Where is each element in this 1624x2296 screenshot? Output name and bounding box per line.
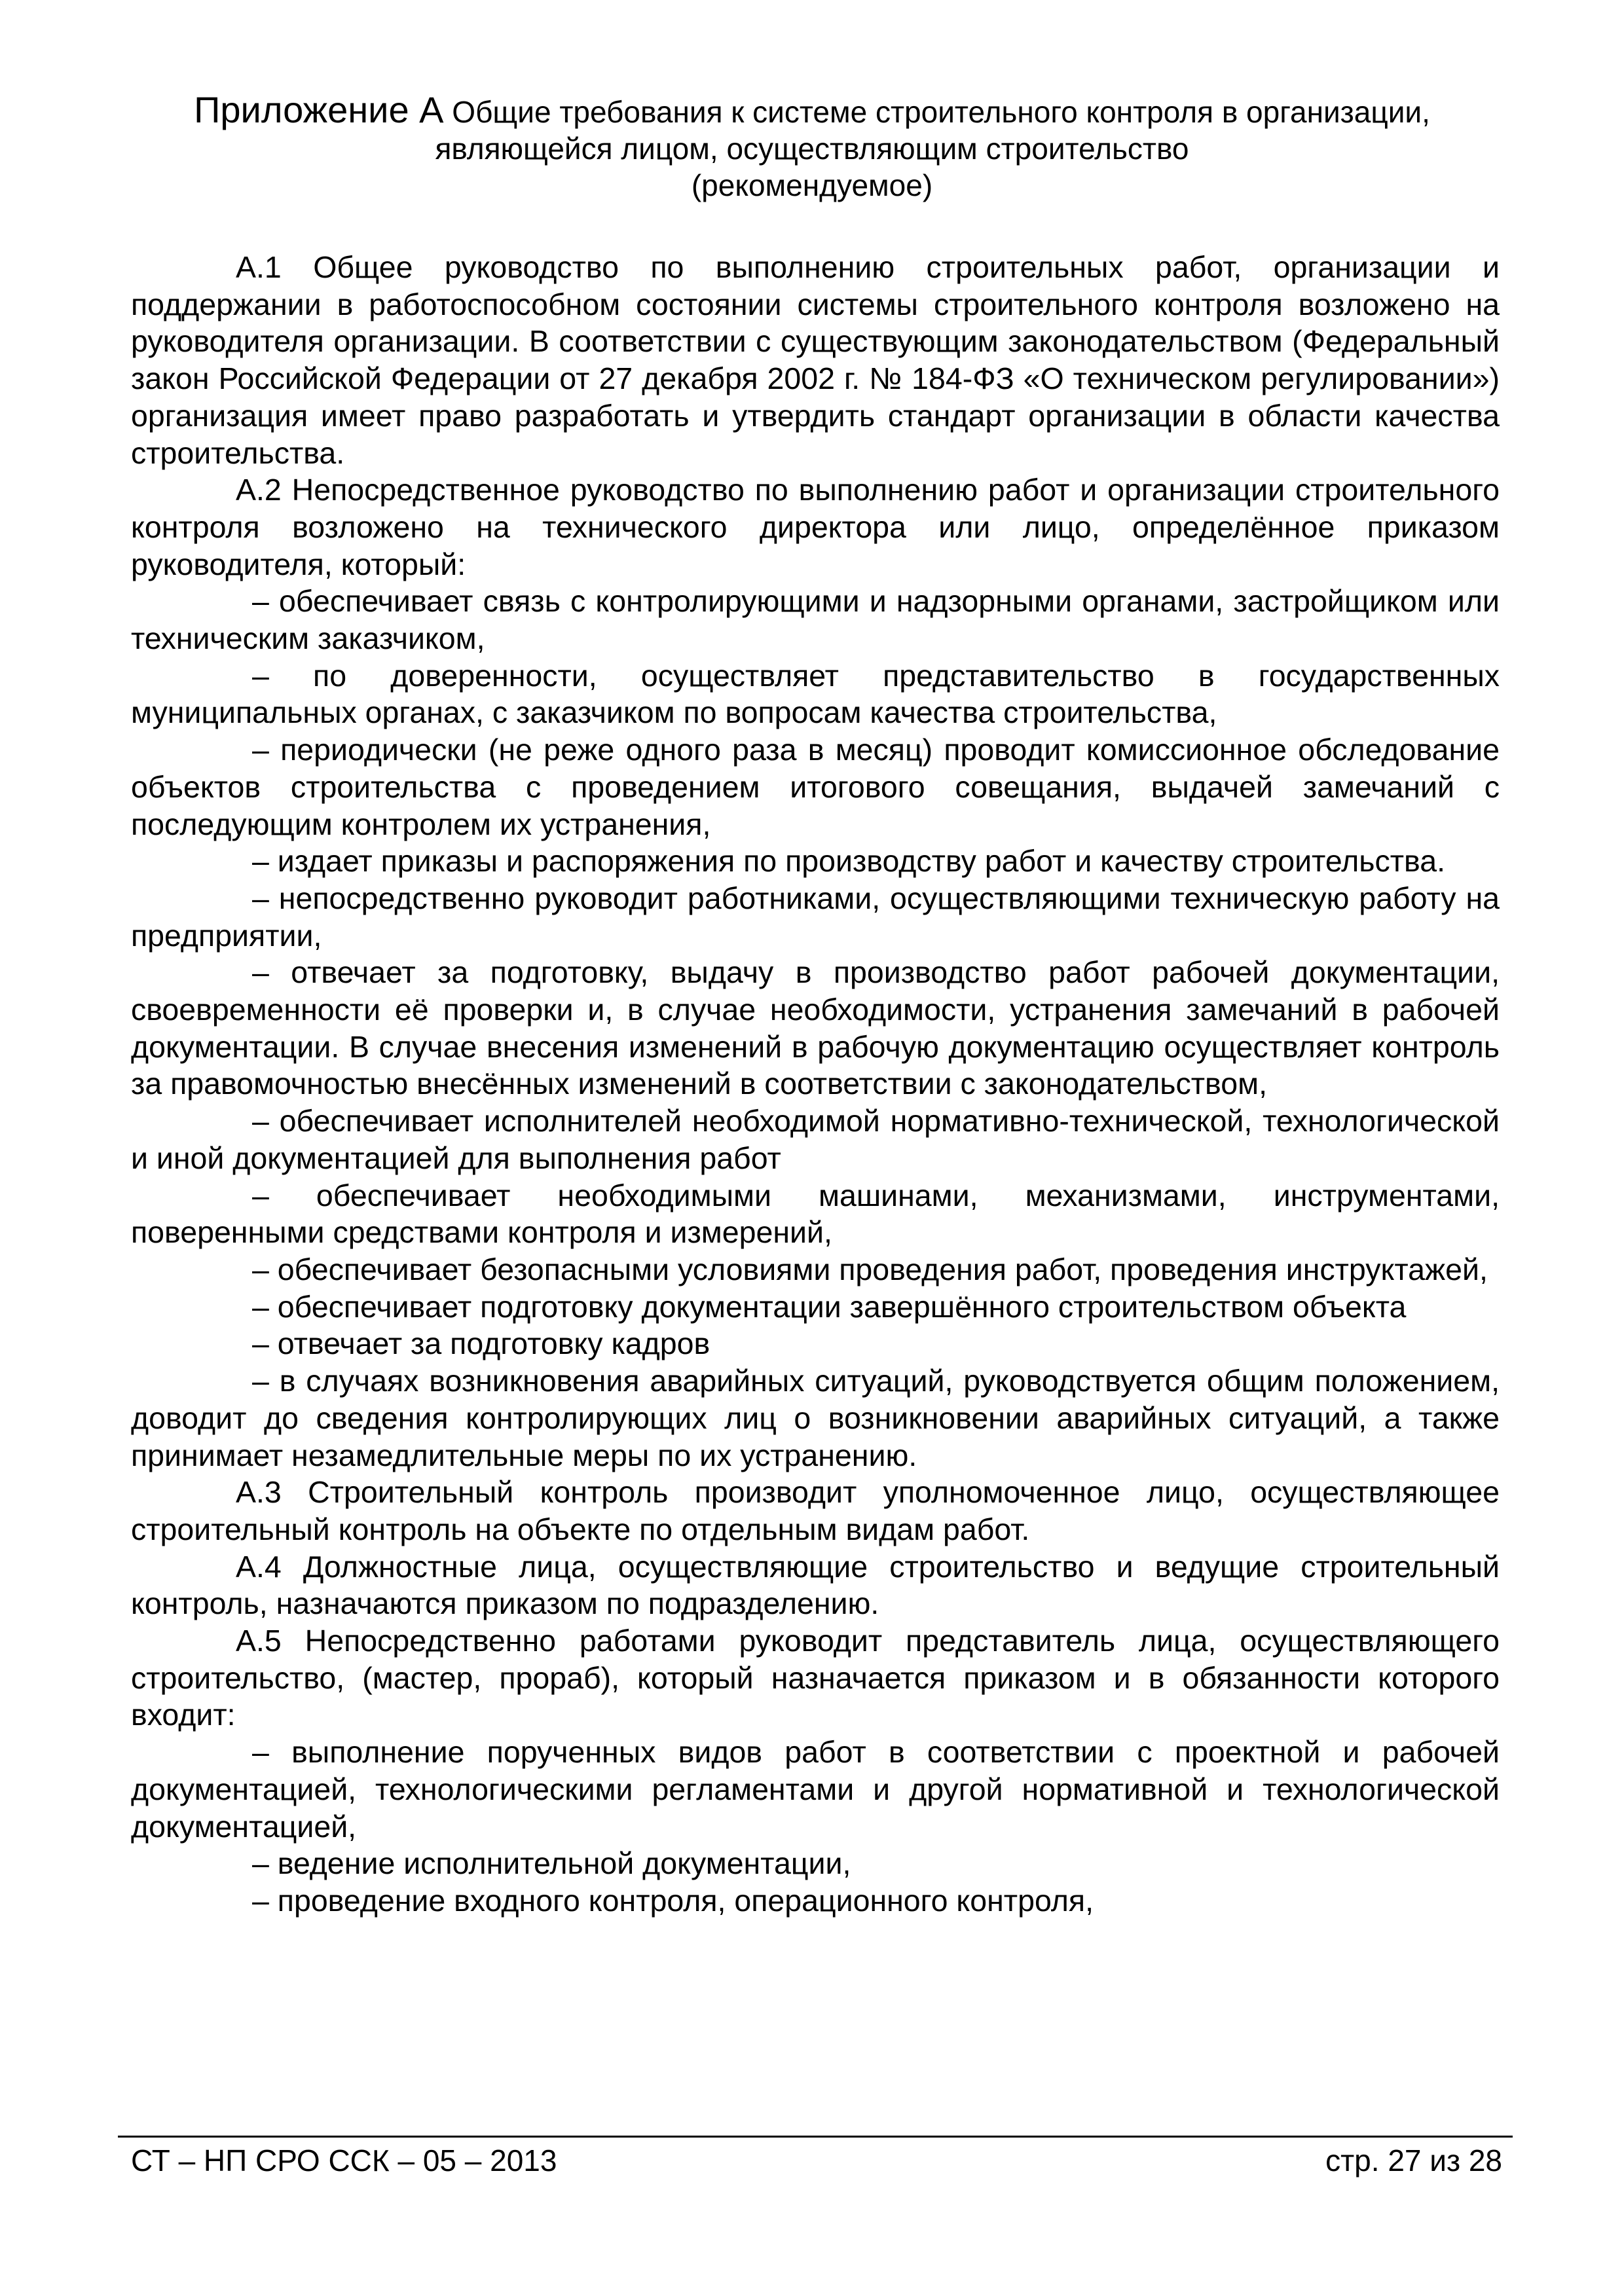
- footer-page-number: стр. 27 из 28: [1325, 2143, 1502, 2178]
- list-item: – выполнение порученных видов работ в соответствии с проектной и рабочей документацией, технологическими регламентами и другой нормативной и технологической документацией,: [131, 1735, 1500, 1844]
- clause-a3: А.3 Строительный контроль производит уполномоченное лицо, осуществляющее строительный контроль на объекте по отдельным видам работ.: [131, 1475, 1500, 1546]
- appendix-header: [118, 89, 1506, 204]
- list-item: – отвечает за подготовку, выдачу в производство работ рабочей документации, своевременности её проверки и, в случае необходимости, устранения замечаний в рабочей документации. В случае внесения изменений в рабочую документацию осуществляет контроль за правомочностью внесённых изменений в соответствии с законодательством,: [131, 955, 1500, 1101]
- appendix-title-line2: являющейся лицом, осуществляющим строительство: [435, 132, 1189, 166]
- list-item: – издает приказы и распоряжения по производству работ и качеству строительства.: [252, 844, 1446, 879]
- appendix-title: [118, 89, 1506, 130]
- list-item: – обеспечивает безопасными условиями проведения работ, проведения инструктажей,: [252, 1252, 1488, 1286]
- clause-a5: А.5 Непосредственно работами руководит представитель лица, осуществляющего строительство, (мастер, прораб), который назначается приказом и в обязанности которого входит:: [131, 1624, 1500, 1732]
- clause-a4: А.4 Должностные лица, осуществляющие строительство и ведущие строительный контроль, назначаются приказом по подразделению.: [131, 1549, 1500, 1621]
- clause-a2: А.2 Непосредственное руководство по выполнению работ и организации строительного контроля возложено на технического директора или лицо, определённое приказом руководителя, который:: [131, 473, 1500, 581]
- appendix-title-line1: Общие требования к системе строительного контроля в организации,: [452, 95, 1430, 129]
- list-item: – обеспечивает связь с контролирующими и надзорными органами, застройщиком или техническим заказчиком,: [131, 584, 1500, 656]
- list-item: – обеспечивает исполнителей необходимой нормативно-технической, технологической и иной документацией для выполнения работ: [131, 1104, 1500, 1175]
- list-item: – ведение исполнительной документации,: [252, 1846, 851, 1881]
- list-item: – обеспечивает необходимыми машинами, механизмами, инструментами, поверенными средствами контроля и измерений,: [131, 1178, 1500, 1250]
- list-item: – в случаях возникновения аварийных ситуаций, руководствуется общим положением, доводит до сведения контролирующих лиц о возникновении аварийных ситуаций, а также принимает незамедлительные меры по их устранению.: [131, 1364, 1500, 1472]
- list-item: – периодически (не реже одного раза в месяц) проводит комиссионное обследование объектов строительства с проведением итогового совещания, выдачей замечаний с последующим контролем их устранения,: [131, 733, 1500, 841]
- footer-divider: [118, 2136, 1513, 2138]
- appendix-lead: Приложение А: [194, 89, 444, 130]
- document-body: [131, 249, 1500, 1920]
- list-item: – по доверенности, осуществляет представительство в государственных муниципальных органах, с заказчиком по вопросам качества строительства,: [131, 658, 1500, 730]
- list-item: – проведение входного контроля, операционного контроля,: [252, 1883, 1094, 1918]
- list-item: – отвечает за подготовку кадров: [252, 1326, 710, 1361]
- list-item: – непосредственно руководит работниками, осуществляющими техническую работу на предприятии,: [131, 881, 1500, 953]
- footer-document-code: СТ – НП СРО ССК – 05 – 2013: [131, 2143, 557, 2178]
- list-item: – обеспечивает подготовку документации завершённого строительством объекта: [252, 1289, 1407, 1324]
- appendix-note: (рекомендуемое): [691, 168, 933, 202]
- clause-a1: А.1 Общее руководство по выполнению строительных работ, организации и поддержании в работоспособном состоянии системы строительного контроля возложено на руководителя организации. В соответствии с существующим законодательством (Федеральный закон Российской Федерации от 27 декабря 2002 г. № 184-ФЗ «О техническом регулировании») организация имеет право разработать и утвердить стандарт организации в области качества строительства.: [131, 250, 1500, 470]
